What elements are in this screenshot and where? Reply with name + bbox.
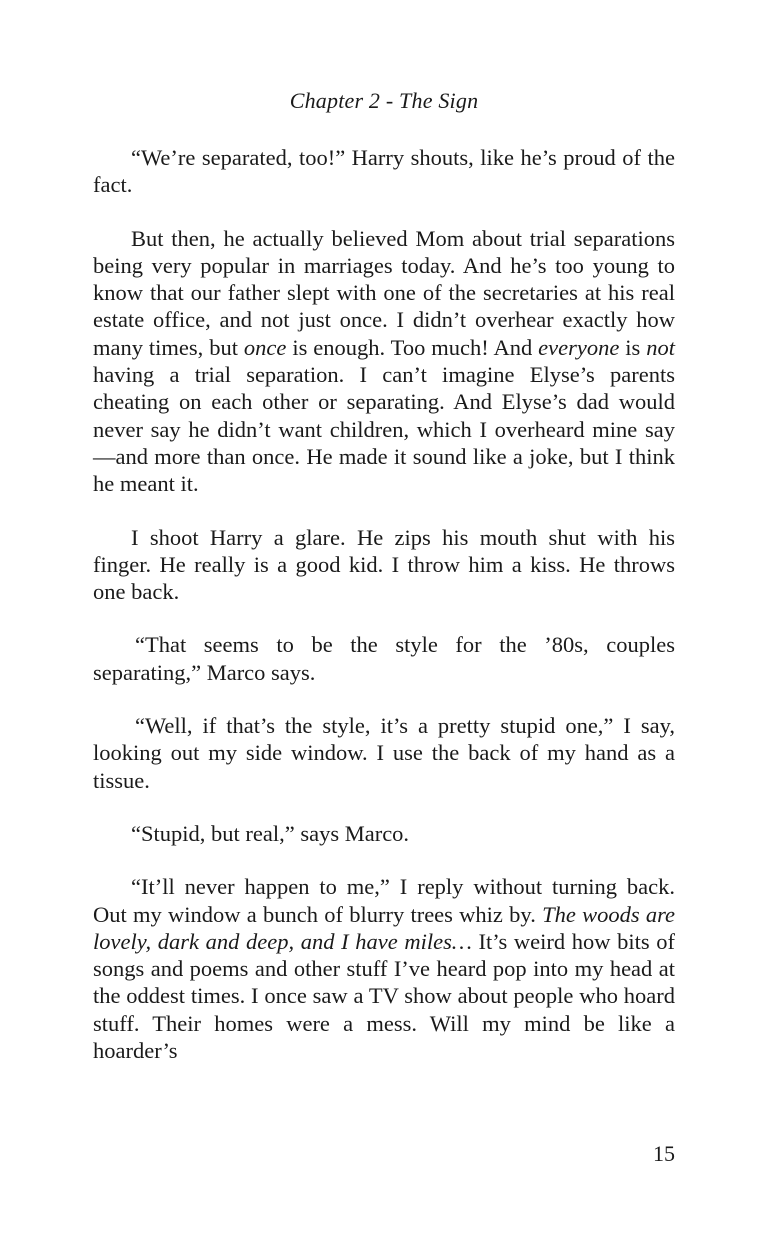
running-header: Chapter 2 - The Sign [289, 88, 479, 113]
text-segment: “Well, if that’s the style, it’s a pretty stupid one,” I say, looking out my side window. I use the back of my hand as a tissue. [93, 713, 675, 793]
emphasis-text: not [646, 334, 675, 360]
text-segment: I shoot Harry a glare. He zips his mouth shut with his finger. He really is a good kid. I throw him a kiss. He throws one back. [93, 524, 675, 605]
emphasis-text: The woods are lovely, dark and deep, and I have miles… [93, 901, 675, 954]
paragraph [93, 144, 675, 199]
paragraph [93, 225, 675, 498]
text-segment: It’s weird how bits of songs and poems and other stuff I’ve heard pop into my head at the oddest times. I once saw a TV show about people who hoard stuff. Their homes were a mess. Will my mind be like a hoarder’s [93, 928, 675, 1064]
book-page [93, 0, 675, 1237]
emphasis-text: once [243, 334, 287, 360]
text-segment: is enough. Too much! And [286, 334, 539, 360]
text-segment: “Stupid, but real,” says Marco. [131, 820, 410, 846]
text-segment: But then, he actually believed Mom about trial separations being very popular in marriages today. And he’s too young to know that our father slept with one of the secretaries at his real estate office, and not just once. I didn’t overhear exactly how many times, but [93, 225, 675, 360]
page-number: 15 [653, 1141, 675, 1166]
paragraph [93, 820, 675, 847]
paragraph [93, 712, 675, 794]
text-segment: “That seems to be the style for the ’80s, couples separating,” Marco says. [93, 632, 675, 685]
text-segment: having a trial separation. I can’t imagine Elyse’s parents cheating on each other or separating. And Elyse’s dad would never say he didn’t want children, which I overheard mine say—and more than once. He made it sound like a joke, but I think he meant it. [93, 362, 675, 497]
body-text [93, 144, 675, 1064]
text-segment: “It’ll never happen to me,” I reply without turning back. Out my window a bunch of blurry trees whiz by. [93, 874, 675, 927]
paragraph [93, 631, 675, 686]
paragraph [93, 873, 675, 1064]
emphasis-text: everyone [538, 334, 620, 360]
text-segment: is [619, 334, 647, 360]
paragraph [93, 524, 675, 606]
text-segment: “We’re separated, too!” Harry shouts, like he’s proud of the fact. [93, 145, 675, 198]
